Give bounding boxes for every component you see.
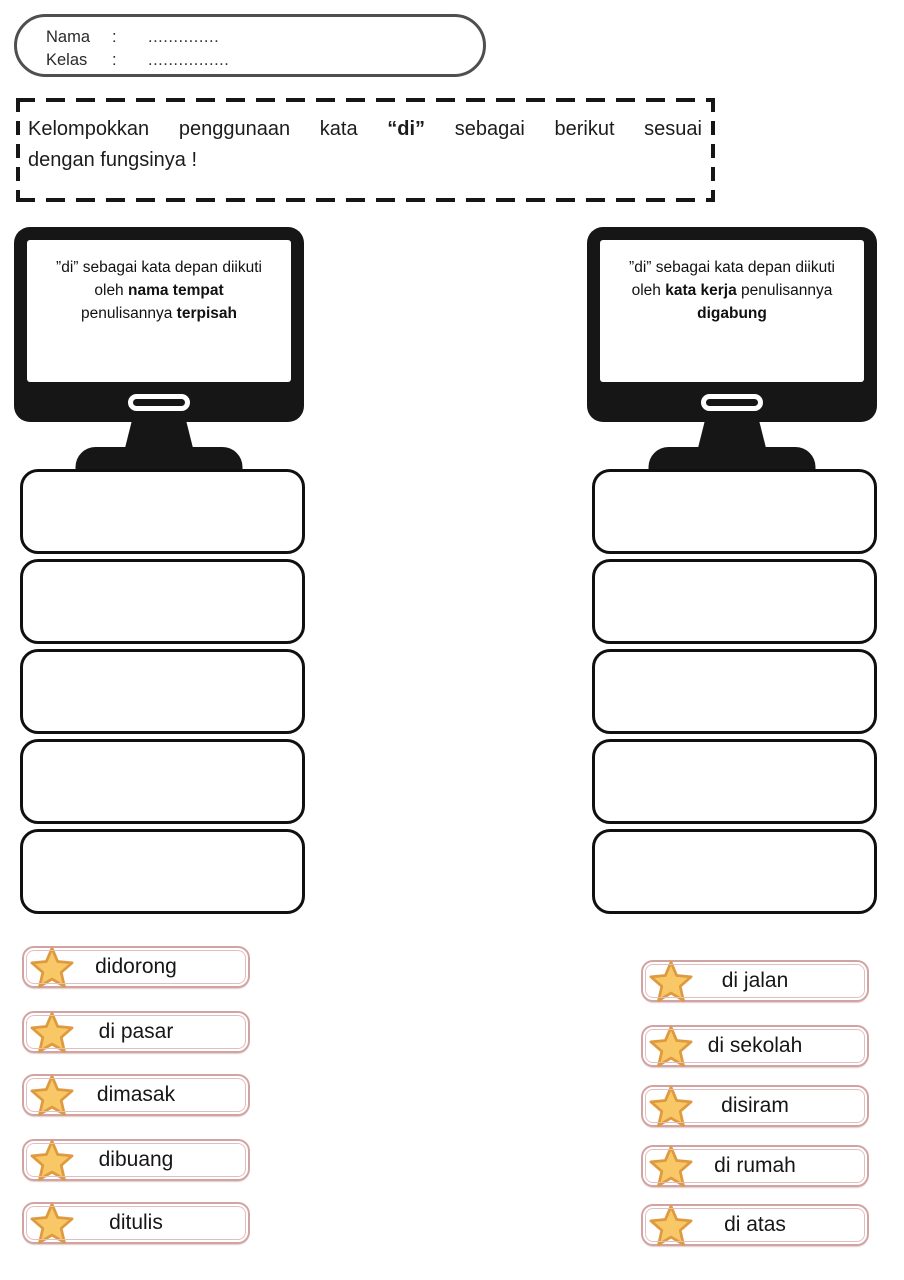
chip-label: di rumah <box>714 1154 796 1177</box>
monitor-stand <box>125 421 193 448</box>
star-icon <box>29 1073 75 1119</box>
answer-box[interactable] <box>20 739 305 824</box>
monitor-screen <box>600 240 864 382</box>
word-chip[interactable] <box>641 1025 869 1067</box>
chip-label: disiram <box>721 1094 789 1117</box>
name-blank-field[interactable]: .............. <box>148 28 220 46</box>
answer-box[interactable] <box>20 559 305 644</box>
instruction-text-post: sebagai berikut sesuai <box>425 118 702 140</box>
category-line-1: ”di” sebagai kata depan diikuti <box>56 259 262 276</box>
name-row <box>46 26 483 49</box>
name-class-box <box>14 14 486 77</box>
word-chip[interactable] <box>641 960 869 1002</box>
star-icon <box>648 1144 694 1190</box>
monitor-kata-depan-kerja <box>587 227 877 489</box>
answer-box[interactable] <box>20 649 305 734</box>
word-chips-right <box>641 960 869 1250</box>
name-colon: : <box>112 28 117 46</box>
word-chips-left <box>22 946 250 1246</box>
star-icon <box>648 959 694 1005</box>
chip-label: di pasar <box>98 1020 174 1043</box>
word-chip[interactable] <box>22 1011 250 1053</box>
word-chip[interactable] <box>641 1145 869 1187</box>
class-blank-field[interactable]: ................ <box>148 51 230 69</box>
answer-column-kerja <box>592 469 877 919</box>
answer-box[interactable] <box>592 649 877 734</box>
category-line-3: penulisannya terpisah <box>81 305 237 322</box>
word-chip[interactable] <box>641 1085 869 1127</box>
chip-label: di atas <box>724 1213 786 1236</box>
chip-label: dimasak <box>96 1083 176 1106</box>
instruction-line-1 <box>28 114 702 145</box>
category-line-3: digabung <box>697 305 767 322</box>
class-label: Kelas <box>46 51 88 69</box>
category-description <box>50 256 268 325</box>
word-chip[interactable] <box>22 1074 250 1116</box>
category-line-1: ”di” sebagai kata depan diikuti <box>629 259 835 276</box>
chip-label: ditulis <box>109 1211 163 1234</box>
monitor-button-icon <box>701 394 763 411</box>
instruction-line-2: dengan fungsinya ! <box>28 149 198 171</box>
class-row <box>46 49 483 72</box>
category-line-2: oleh nama tempat <box>94 282 224 299</box>
answer-box[interactable] <box>592 829 877 914</box>
monitor-button-icon <box>128 394 190 411</box>
category-description <box>623 256 841 325</box>
monitor-screen <box>27 240 291 382</box>
class-colon: : <box>112 51 117 69</box>
answer-box[interactable] <box>592 739 877 824</box>
answer-box[interactable] <box>592 469 877 554</box>
chip-label: didorong <box>95 955 177 978</box>
category-line-2: oleh kata kerja penulisannya <box>631 282 833 299</box>
star-icon <box>29 1201 75 1247</box>
monitor-kata-depan-tempat <box>14 227 304 489</box>
name-label: Nama <box>46 28 91 46</box>
instruction-keyword: “di” <box>387 118 426 140</box>
star-icon <box>648 1203 694 1249</box>
star-icon <box>29 945 75 991</box>
chip-label: di jalan <box>721 969 789 992</box>
chip-label: dibuang <box>98 1148 174 1171</box>
instruction-text-pre: Kelompokkan penggunaan kata <box>28 118 388 140</box>
star-icon <box>29 1138 75 1184</box>
word-chip[interactable] <box>22 1202 250 1244</box>
answer-box[interactable] <box>592 559 877 644</box>
answer-box[interactable] <box>20 829 305 914</box>
chip-label: di sekolah <box>707 1034 803 1057</box>
star-icon <box>648 1024 694 1070</box>
monitor-stand <box>698 421 766 448</box>
word-chip[interactable] <box>641 1204 869 1246</box>
instruction-box <box>16 98 715 202</box>
answer-box[interactable] <box>20 469 305 554</box>
monitor-frame <box>587 227 877 422</box>
word-chip[interactable] <box>22 946 250 988</box>
monitor-frame <box>14 227 304 422</box>
word-chip[interactable] <box>22 1139 250 1181</box>
answer-column-tempat <box>20 469 305 919</box>
star-icon <box>29 1010 75 1056</box>
star-icon <box>648 1084 694 1130</box>
